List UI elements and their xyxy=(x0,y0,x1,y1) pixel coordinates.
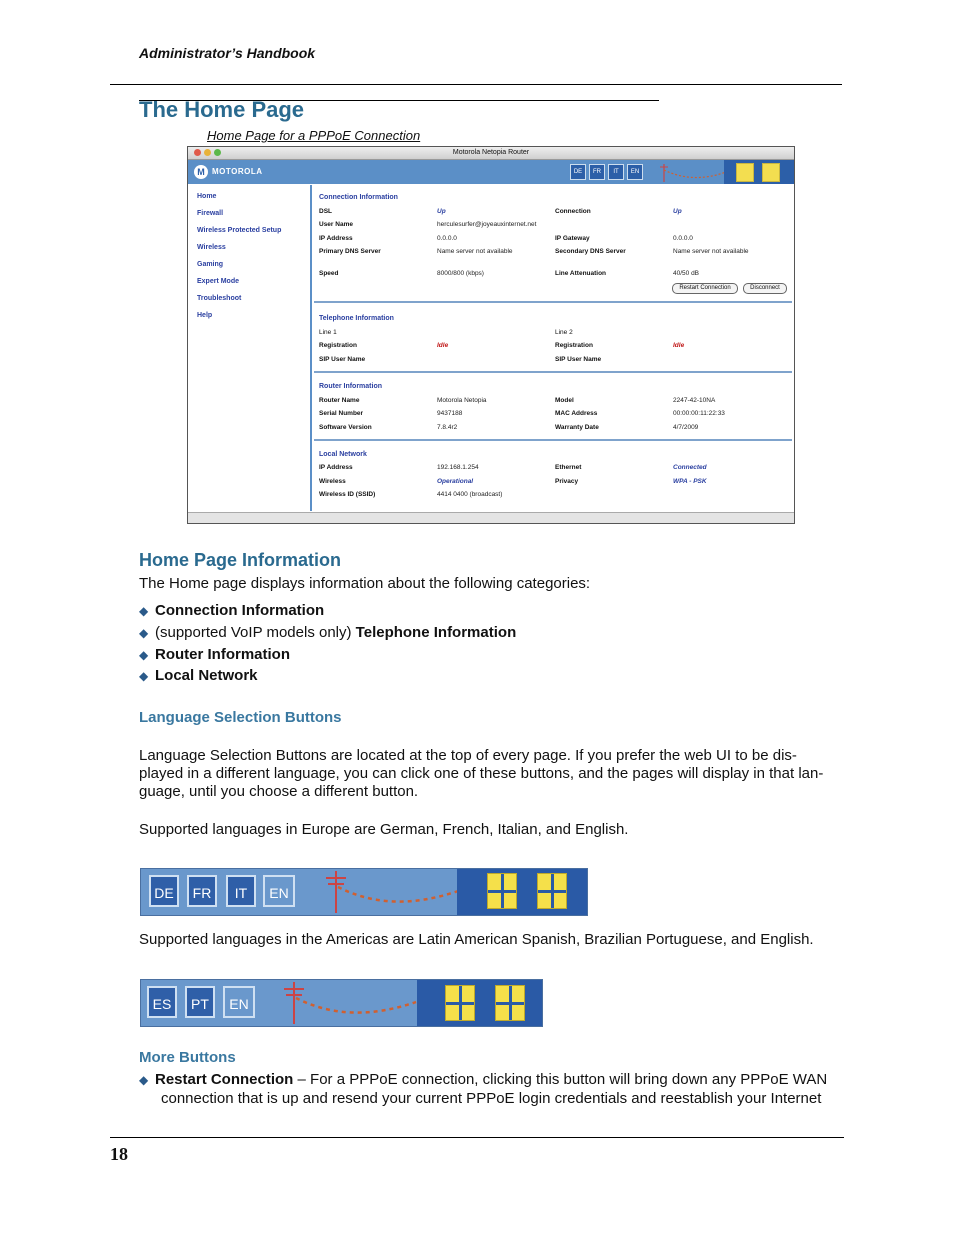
phone-line-icon xyxy=(274,980,424,1026)
connection-value: Up xyxy=(673,208,682,215)
router-name-label: Router Name xyxy=(319,397,360,404)
registration1-value: Idle xyxy=(437,342,449,349)
software-value: 7.8.4r2 xyxy=(437,424,458,431)
phone-line-icon xyxy=(316,869,466,915)
restart-connection-button: Restart Connection xyxy=(672,283,738,294)
speed-label: Speed xyxy=(319,270,339,277)
ssid-label: Wireless ID (SSID) xyxy=(319,491,376,498)
nav-wps: Wireless Protected Setup xyxy=(197,227,282,234)
ip-value: 0.0.0.0 xyxy=(437,235,457,242)
brand-text: MOTOROLA xyxy=(212,167,263,176)
lang-button-de: DE xyxy=(570,164,586,180)
diamond-bullet-icon: ◆ xyxy=(139,604,149,618)
registration2-value: Idle xyxy=(673,342,685,349)
warranty-value: 4/7/2009 xyxy=(673,424,699,431)
info-intro: The Home page displays information about the following categories: xyxy=(139,575,591,592)
router-name-value: Motorola Netopia xyxy=(437,397,487,404)
ip-label: IP Address xyxy=(319,235,353,242)
router-screenshot xyxy=(187,146,795,524)
lang-para-line3: guage, until you choose a different button. xyxy=(139,783,419,800)
serial-value: 9437188 xyxy=(437,410,463,417)
sip1-label: SIP User Name xyxy=(319,356,366,363)
phone-line-icon xyxy=(658,162,728,182)
nav-help: Help xyxy=(197,312,213,319)
minimize-dot-icon xyxy=(204,149,211,156)
registration2-label: Registration xyxy=(555,342,593,349)
more-title: More Buttons xyxy=(139,1049,236,1066)
connection-label: Connection xyxy=(555,208,591,215)
nav-gaming: Gaming xyxy=(197,261,224,268)
serial-label: Serial Number xyxy=(319,410,364,417)
window-statusbar xyxy=(188,512,794,523)
window-title: Motorola Netopia Router xyxy=(452,149,530,156)
nav-wireless: Wireless xyxy=(197,244,226,251)
ssid-value: 4414 0400 (broadcast) xyxy=(437,491,503,498)
lang-europe-text: Supported languages in Europe are German, French, Italian, and English. xyxy=(139,821,629,838)
warranty-label: Warranty Date xyxy=(555,424,599,431)
zoom-dot-icon xyxy=(214,149,221,156)
speed-value: 8000/800 (kbps) xyxy=(437,270,484,277)
nav-firewall: Firewall xyxy=(197,210,224,217)
attenuation-value: 40/50 dB xyxy=(673,270,700,277)
local-ip-value: 192.168.1.254 xyxy=(437,464,479,471)
line2-label: Line 2 xyxy=(555,329,573,336)
secondary-dns-value: Name server not available xyxy=(673,248,749,255)
lang-title: Language Selection Buttons xyxy=(139,709,342,726)
bullet-local xyxy=(139,667,258,684)
dsl-label: DSL xyxy=(319,208,332,215)
footer-rule xyxy=(110,1137,844,1138)
running-header: Administrator’s Handbook xyxy=(139,45,316,61)
gateway-value: 0.0.0.0 xyxy=(673,235,693,242)
router-banner xyxy=(188,160,794,184)
bullet-router xyxy=(139,646,290,663)
window-icon xyxy=(495,985,525,1021)
diamond-bullet-icon: ◆ xyxy=(139,626,149,640)
window-icon xyxy=(445,985,475,1021)
diamond-bullet-icon: ◆ xyxy=(139,648,149,662)
user-value: herculesurfer@joyeauxinternet.net xyxy=(437,221,537,228)
ethernet-value: Connected xyxy=(673,464,707,471)
gateway-label: IP Gateway xyxy=(555,235,590,242)
lang-button-it: IT xyxy=(608,164,624,180)
lang-button-fr: FR xyxy=(589,164,605,180)
window-icon xyxy=(487,873,517,909)
wireless-label: Wireless xyxy=(319,478,346,485)
nav-expert-mode: Expert Mode xyxy=(197,278,240,285)
sip2-label: SIP User Name xyxy=(555,356,602,363)
page-number: 18 xyxy=(110,1144,128,1164)
bullet-text: Router Information xyxy=(155,646,290,663)
secondary-dns-label: Secondary DNS Server xyxy=(555,248,626,255)
figure-caption: Home Page for a PPPoE Connection xyxy=(207,128,421,143)
privacy-value: WPA - PSK xyxy=(673,478,707,485)
nav-troubleshoot: Troubleshoot xyxy=(197,295,242,302)
line1-label: Line 1 xyxy=(319,329,337,336)
lang-button-it: IT xyxy=(226,875,256,907)
banner-house xyxy=(724,160,794,184)
router-nav xyxy=(188,185,312,511)
software-label: Software Version xyxy=(319,424,372,431)
lang-para-line2: played in a different language, you can click one of these buttons, and the pages will display in that lan- xyxy=(139,765,824,782)
close-dot-icon xyxy=(194,149,201,156)
bullet-text: Connection Information xyxy=(155,602,325,619)
dsl-value: Up xyxy=(437,208,446,215)
local-ip-label: IP Address xyxy=(319,464,353,471)
router-title: Router Information xyxy=(319,383,382,390)
lang-button-pt: PT xyxy=(185,986,215,1018)
ethernet-label: Ethernet xyxy=(555,464,582,471)
bullet-connection xyxy=(139,602,324,619)
user-label: User Name xyxy=(319,221,353,228)
model-value: 2247-42-10NA xyxy=(673,397,716,404)
diamond-bullet-icon: ◆ xyxy=(139,669,149,683)
model-label: Model xyxy=(555,397,574,404)
privacy-label: Privacy xyxy=(555,478,579,485)
bullet-telephone xyxy=(139,624,516,641)
lang-button-fr: FR xyxy=(187,875,217,907)
section-divider xyxy=(314,301,792,303)
lang-button-es: ES xyxy=(147,986,177,1018)
local-title: Local Network xyxy=(319,451,367,458)
americas-language-strip xyxy=(140,979,543,1027)
disconnect-button: Disconnect xyxy=(743,283,787,294)
lang-button-en: EN xyxy=(223,986,255,1018)
connection-title: Connection Information xyxy=(319,194,398,201)
window-icon xyxy=(762,163,780,182)
house-wall xyxy=(457,869,587,915)
bullet-text: Restart Connection xyxy=(155,1071,294,1088)
wireless-value: Operational xyxy=(437,478,474,485)
header-rule xyxy=(110,84,842,85)
window-icon xyxy=(736,163,754,182)
mac-value: 00:00:00:11:22:33 xyxy=(673,410,725,417)
lang-button-de: DE xyxy=(149,875,179,907)
section-divider xyxy=(314,439,792,441)
diamond-bullet-icon: ◆ xyxy=(139,1073,149,1087)
bullet-prefix: (supported VoIP models only) xyxy=(155,624,356,641)
lang-button-en: EN xyxy=(627,164,643,180)
lang-americas-text: Supported languages in the Americas are Latin American Spanish, Brazilian Portuguese, and English. xyxy=(139,931,814,948)
motorola-logo-icon: M xyxy=(194,165,208,179)
bullet-desc: – For a PPPoE connection, clicking this button will bring down any PPPoE WAN xyxy=(293,1071,828,1088)
bullet-restart xyxy=(139,1071,827,1088)
section-divider xyxy=(314,371,792,373)
lang-para-line1: Language Selection Buttons are located at the top of every page. If you prefer the web UI to be dis- xyxy=(139,747,797,764)
section-title: The Home Page xyxy=(139,97,305,122)
europe-language-strip xyxy=(140,868,588,916)
window-titlebar xyxy=(188,147,794,160)
nav-home: Home xyxy=(197,193,217,200)
telephone-title: Telephone Information xyxy=(319,315,394,322)
registration1-label: Registration xyxy=(319,342,357,349)
primary-dns-label: Primary DNS Server xyxy=(319,248,381,255)
primary-dns-value: Name server not available xyxy=(437,248,513,255)
lang-button-en: EN xyxy=(263,875,295,907)
mac-label: MAC Address xyxy=(555,410,598,417)
bullet-restart-cont: connection that is up and resend your current PPPoE login credentials and reestablish your Internet xyxy=(161,1090,822,1107)
router-content xyxy=(312,185,794,511)
window-icon xyxy=(537,873,567,909)
house-wall xyxy=(417,980,542,1026)
bullet-text: Local Network xyxy=(155,667,258,684)
info-title: Home Page Information xyxy=(139,550,342,570)
bullet-text: Telephone Information xyxy=(355,624,517,641)
attenuation-label: Line Attenuation xyxy=(555,270,607,277)
